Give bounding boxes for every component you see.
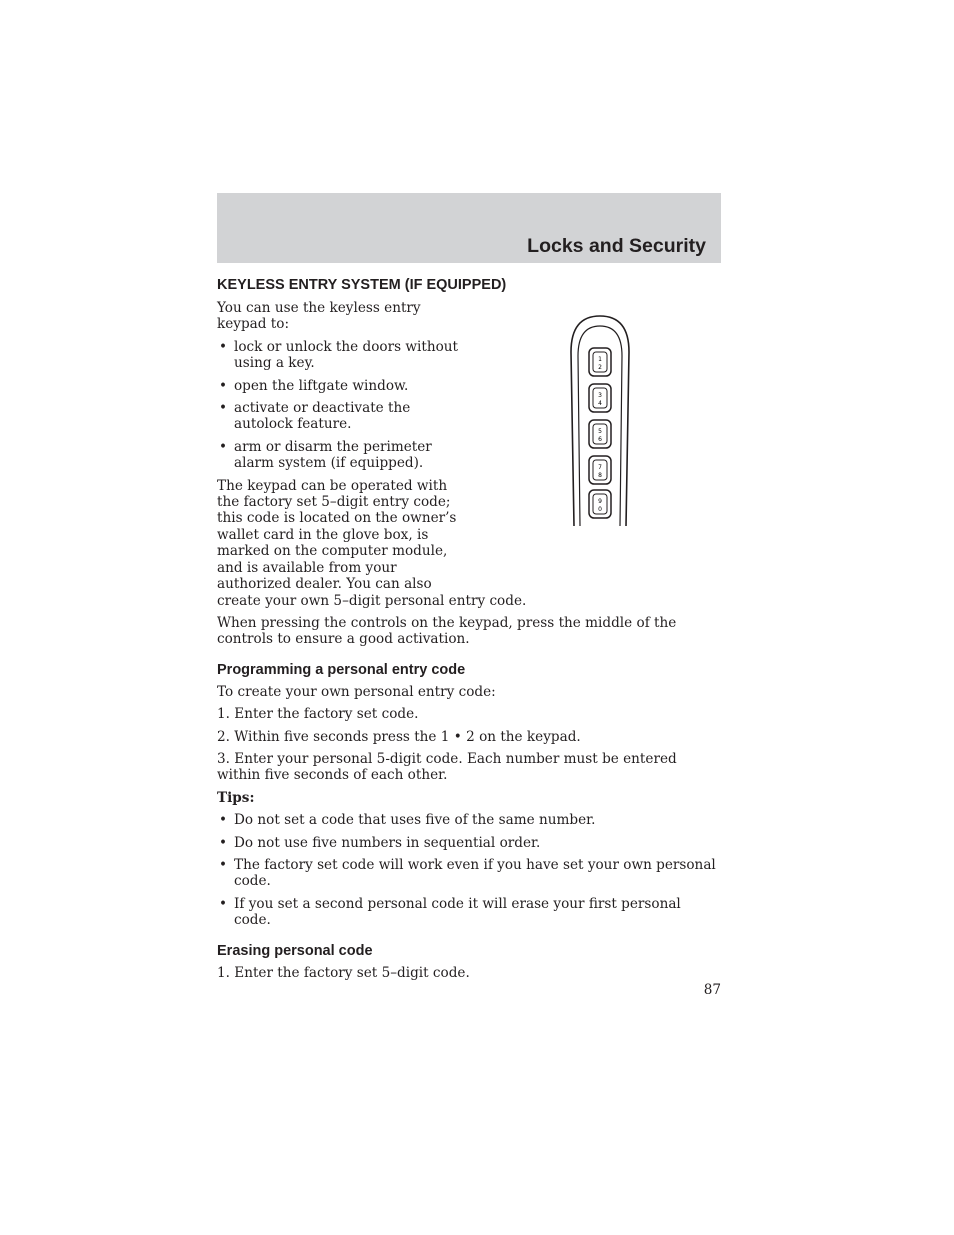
list-item: • arm or disarm the perimeter alarm system (if equipped). (217, 439, 466, 472)
programming-step-2: 2. Within five seconds press the 1 • 2 on the keypad. (217, 728, 581, 745)
keypad-label-4: 4 (598, 400, 602, 407)
list-item: • The factory set code will work even if you have set your own personal code. (217, 857, 721, 890)
keypad-label-3: 3 (598, 392, 602, 399)
erasing-step-1: 1. Enter the factory set 5–digit code. (217, 964, 470, 981)
list-item: • open the liftgate window. (217, 378, 466, 394)
tips-list (217, 812, 721, 928)
keypad-label-6: 6 (598, 436, 602, 443)
keypad-label-0: 0 (598, 506, 602, 513)
tips-label: Tips: (217, 789, 255, 806)
programming-step-3: 3. Enter your personal 5-digit code. Each number must be entered within five seconds of each other. (217, 750, 677, 784)
pressing-paragraph: When pressing the controls on the keypad, press the middle of the controls to ensure a good activation. (217, 614, 677, 648)
keypad-figure-space (471, 300, 721, 590)
keypad-label-9: 9 (598, 498, 602, 505)
intro-paragraph: You can use the keyless entry keypad to: (217, 300, 421, 333)
keypad-label-1: 1 (598, 356, 602, 363)
page-title: Locks and Security (527, 235, 706, 257)
list-item: • activate or deactivate the autolock feature. (217, 400, 466, 433)
list-item: • Do not use five numbers in sequential order. (217, 835, 721, 851)
list-item: • Do not set a code that uses five of the same number. (217, 812, 721, 828)
section-heading-keyless-entry: KEYLESS ENTRY SYSTEM (IF EQUIPPED) (217, 277, 507, 293)
keypad-label-5: 5 (598, 428, 602, 435)
factory-code-paragraph: The keypad can be operated with the factory set 5–digit entry code; this code is located on the owner’s wallet card in the glove box, is marked on the computer module, and is available from your authorized dealer. You can also create your own 5–digit personal entry code. (217, 477, 527, 609)
programming-step-1: 1. Enter the factory set code. (217, 706, 419, 723)
keypad-label-7: 7 (598, 464, 602, 471)
page-content (217, 277, 721, 987)
page-number: 87 (703, 982, 721, 998)
keypad-label-8: 8 (598, 472, 602, 479)
heading-erasing: Erasing personal code (217, 942, 373, 959)
heading-programming: Programming a personal entry code (217, 661, 466, 678)
keypad-label-2: 2 (598, 364, 602, 371)
list-item: • lock or unlock the doors without using a key. (217, 339, 466, 372)
programming-intro: To create your own personal entry code: (217, 683, 496, 700)
list-item: • If you set a second personal code it will erase your first personal code. (217, 896, 721, 929)
page-header-band (217, 193, 721, 263)
